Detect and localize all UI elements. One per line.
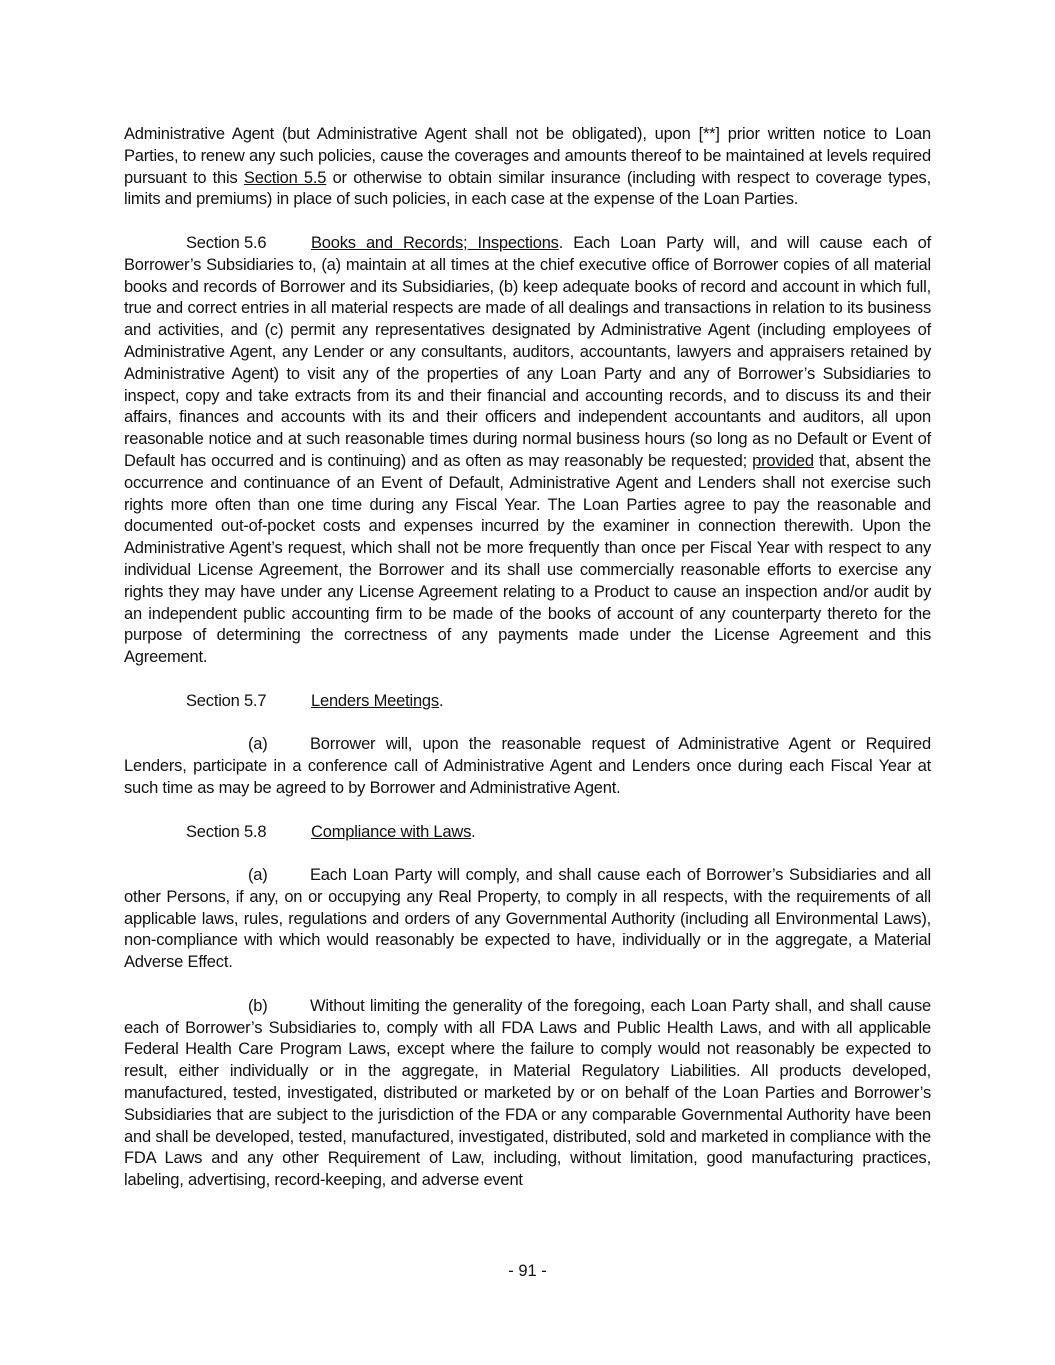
section-5-7-a-label: (a)	[248, 735, 268, 754]
paragraph-insurance-continuation: Administrative Agent (but Administrative Agent shall not be obligated), upon [**] prior written notice to Loan Parties, to renew any such policies, cause the coverages and amounts thereof to be maintained at levels required pursuant to this Section 5.5 or otherwise to obtain similar insurance (including with respect to coverage types, limits and premiums) in place of such policies, in each case at the expense of the Loan Parties.	[124, 125, 931, 209]
section-5-8-a-label: (a)	[248, 866, 268, 885]
section-5-6-title: Books and Records; Inspections	[311, 233, 559, 252]
section-5-8-a-paragraph: (a) Each Loan Party will comply, and shall cause each of Borrower’s Subsidiaries and all other Persons, if any, on or occupying any Real Property, to comply in all respects, with the requirements of all applicable laws, rules, regulations and orders of any Governmental Authority (including all Environmental Laws), non-compliance with which would reasonably be expected to have, individually or in the aggregate, a Material Adverse Effect.	[124, 866, 931, 972]
section-5-6-paragraph: Section 5.6 Books and Records; Inspections. Each Loan Party will, and will cause each of Borrower’s Subsidiaries to, (a) maintain at all times at the chief executive office of Borrower copies of all material books and records of Borrower and its Subsidiaries, (b) keep adequate books of record and account in which full, true and correct entries in all material respects are made of all dealings and transactions in relation to its business and activities, and (c) permit any representatives designated by Administrative Agent (including employees of Administrative Agent, any Lender or any consultants, auditors, accountants, lawyers and appraisers retained by Administrative Agent) to visit any of the properties of any Loan Party and any of Borrower’s Subsidiaries to inspect, copy and take extracts from its and their financial and accounting records, and to discuss its and their affairs, finances and accounts with its and their officers and independent accountants and auditors, all upon reasonable notice and at such reasonable times during normal business hours (so long as no Default or Event of Default has occurred and is continuing) and as often as may reasonably be requested; provided that, absent the occurrence and continuance of an Event of Default, Administrative Agent and Lenders shall not exercise such rights more often than one time during any Fiscal Year. The Loan Parties agree to pay the reasonable and documented out-of-pocket costs and expenses incurred by the examiner in connection therewith. Upon the Administrative Agent’s request, which shall not be more frequently than once per Fiscal Year with respect to any individual License Agreement, the Borrower and its shall use commercially reasonable efforts to exercise any rights they may have under any License Agreement relating to a Product to cause an inspection and/or audit by an independent public accounting firm to be made of the books of account of any counterparty thereto for the purpose of determining the correctness of any payments made under the License Agreement and this Agreement.	[124, 233, 932, 667]
page-number: - 91 -	[508, 1262, 547, 1280]
section-5-5-reference[interactable]: Section 5.5	[243, 168, 327, 187]
section-5-8-b-paragraph: (b) Without limiting the generality of the foregoing, each Loan Party shall, and shall cause each of Borrower’s Subsidiaries to, comply with all FDA Laws and Public Health Laws, and with all applicable Federal Health Care Program Laws, except where the failure to comply would not reasonably be expected to result, either individually or in the aggregate, in Material Regulatory Liabilities. All products developed, manufactured, tested, investigated, distributed or marketed by or on behalf of the Loan Parties and Borrower’s Subsidiaries that are subject to the jurisdiction of the FDA or any comparable Governmental Authority have been and shall be developed, tested, manufactured, investigated, distributed, sold and marketed in compliance with the FDA Laws and any other Requirement of Law, including, without limitation, good manufacturing practices, labeling, advertising, record-keeping, and adverse event	[124, 996, 931, 1190]
section-5-7-title: Lenders Meetings	[311, 691, 439, 710]
provided-term: provided	[752, 451, 814, 470]
section-5-6-number: Section 5.6	[186, 233, 267, 252]
section-5-8-heading: Section 5.8 Compliance with Laws.	[124, 822, 931, 844]
section-5-8-b-label: (b)	[248, 996, 268, 1015]
section-5-7-number: Section 5.7	[186, 691, 267, 710]
section-5-8-title: Compliance with Laws	[311, 822, 472, 841]
document-page	[124, 124, 931, 1192]
section-5-8-number: Section 5.8	[186, 822, 267, 841]
section-5-7-a-paragraph: (a) Borrower will, upon the reasonable request of Administrative Agent or Required Lenders, participate in a conference call of Administrative Agent and Lenders once during each Fiscal Year at such time as may be agreed to by Borrower and Administrative Agent.	[124, 735, 931, 797]
section-5-7-heading: Section 5.7 Lenders Meetings.	[124, 691, 931, 713]
